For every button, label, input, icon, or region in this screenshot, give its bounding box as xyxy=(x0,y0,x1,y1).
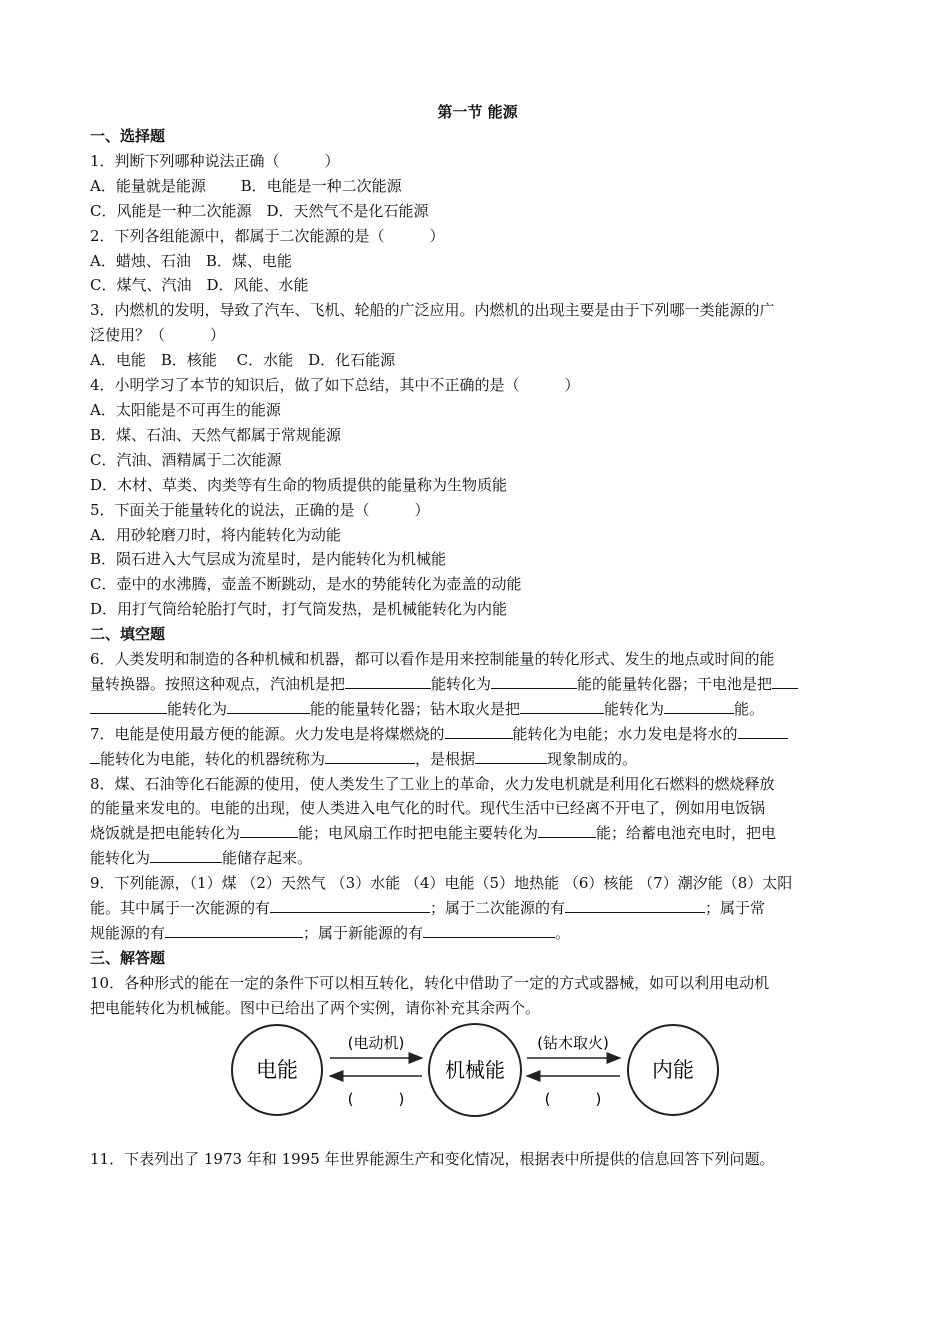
q9-text: ；属于新能源的有 xyxy=(303,924,424,942)
q8-text: 能；给蓄电池充电时，把电 xyxy=(596,824,777,843)
q4-option-a: A．太阳能是不可再生的能源 xyxy=(90,400,281,419)
q2-options-ab: A．蜡烛、石油 B．煤、电能 xyxy=(90,251,292,270)
q9-text: 。 xyxy=(555,924,571,942)
q8-text: 烧饭就是把电能转化为 xyxy=(90,824,241,843)
q9-line1: 9．下列能源，（1）煤 （2）天然气 （3）水能 （4）电能（5）地热能 （6）核能 （7）潮汐能（8）太阳 xyxy=(90,874,793,893)
answer-blank[interactable] xyxy=(538,822,596,838)
q4-option-b: B．煤、石油、天然气都属于常规能源 xyxy=(90,425,342,444)
q6-text: 量转换器。按照这种观点，汽油机是把 xyxy=(90,674,346,693)
answer-blank[interactable] xyxy=(227,698,310,714)
answer-blank[interactable] xyxy=(565,897,705,913)
q2-stem: 2．下列各组能源中，都属于二次能源的是（ ） xyxy=(90,226,445,245)
q6-text: 能的能量转化器；干电池是把 xyxy=(577,674,773,693)
answer-blank[interactable] xyxy=(150,847,222,863)
q3-options: A．电能 B．核能 C．水能 D．化石能源 xyxy=(90,351,396,370)
q9-line2 xyxy=(90,896,865,921)
answer-blank[interactable] xyxy=(240,822,298,838)
q3-stem-line2: 泛使用？（ ） xyxy=(90,326,226,345)
q4-stem: 4．小明学习了本节的知识后，做了如下总结，其中不正确的是（ ） xyxy=(90,376,580,395)
answer-blank[interactable] xyxy=(664,698,734,714)
answer-blank[interactable] xyxy=(325,748,415,764)
q4-option-d: D．木材、草类、肉类等有生命的物质提供的能量称为生物质能 xyxy=(90,475,508,494)
label-blank-left[interactable]: ( ) xyxy=(347,1090,405,1108)
label-drill-fire: (钻木取火) xyxy=(537,1034,609,1052)
answer-blank[interactable] xyxy=(738,723,788,739)
q9-text: ；属于二次能源的有 xyxy=(430,899,566,918)
q9-text: ；属于常 xyxy=(705,899,766,918)
answer-blank[interactable] xyxy=(90,748,100,764)
section-choice-heading: 一、选择题 xyxy=(90,127,166,145)
answer-blank[interactable] xyxy=(445,723,513,739)
section-answer-heading: 三、解答题 xyxy=(90,948,166,967)
answer-blank[interactable] xyxy=(491,673,577,689)
q5-option-b: B．陨石进入大气层成为流星时，是内能转化为机械能 xyxy=(90,550,447,569)
worksheet xyxy=(90,100,865,1021)
q9-line3 xyxy=(90,921,865,946)
q8-line4 xyxy=(90,846,865,871)
q11-stem: 11．下表列出了 1973 年和 1995 年世界能源生产和变化情况，根据表中所提供的信息回答下列问题。 xyxy=(90,1150,775,1168)
q6-text: 能转化为 xyxy=(167,699,228,718)
answer-blank[interactable] xyxy=(165,922,303,938)
q8-text: 能；电风扇工作时把电能主要转化为 xyxy=(298,824,539,843)
q3-stem-line1: 3．内燃机的发明，导致了汽车、飞机、轮船的广泛应用。内燃机的出现主要是由于下列哪一类能源的广 xyxy=(90,301,775,320)
q7-line2 xyxy=(90,747,865,772)
q6-text: 能。 xyxy=(734,699,765,718)
q7-line1 xyxy=(90,722,865,747)
q6-text: 能转化为 xyxy=(604,699,665,718)
node-mid-label: 机械能 xyxy=(445,1058,505,1082)
q9-text: 规能源的有 xyxy=(90,924,166,942)
q1-options-cd: C．风能是一种二次能源 D．天然气不是化石能源 xyxy=(90,201,429,220)
label-blank-right[interactable]: ( ) xyxy=(544,1090,602,1108)
q5-option-c: C．壶中的水沸腾，壶盖不断跳动，是水的势能转化为壶盖的动能 xyxy=(90,575,522,594)
q7-text: 能转化为电能；水力发电是将水的 xyxy=(512,724,738,743)
q6-line3 xyxy=(90,697,865,722)
q1-options-ab: A．能量就是能源 B．电能是一种二次能源 xyxy=(90,176,402,195)
q6-text: 能转化为 xyxy=(431,674,492,693)
q7-text: 7．电能是使用最方便的能源。火力发电是将煤燃烧的 xyxy=(90,724,445,743)
q4-option-c: C．汽油、酒精属于二次能源 xyxy=(90,450,282,469)
q7-text: 现象制成的。 xyxy=(547,749,638,768)
q8-text: 能储存起来。 xyxy=(222,849,313,868)
q7-text: 能转化为电能，转化的机器统称为 xyxy=(100,749,326,768)
answer-blank[interactable] xyxy=(772,673,798,689)
q6-line2 xyxy=(90,672,865,697)
q10-line2: 把电能转化为机械能。图中已给出了两个实例，请你补充其余两个。 xyxy=(90,998,541,1017)
node-left-label: 电能 xyxy=(256,1058,298,1082)
q5-option-a: A．用砂轮磨刀时，将内能转化为动能 xyxy=(90,525,341,544)
answer-blank[interactable] xyxy=(90,698,167,714)
q10-line1: 10．各种形式的能在一定的条件下可以相互转化，转化中借助了一定的方式或器械，如可以利用电动机 xyxy=(90,973,770,992)
answer-blank[interactable] xyxy=(423,922,555,938)
q6-text: 能的能量转化器；钻木取火是把 xyxy=(310,699,521,718)
q8-text: 能转化为 xyxy=(90,849,151,868)
label-motor: (电动机) xyxy=(347,1034,405,1052)
answer-blank[interactable] xyxy=(270,897,430,913)
q8-line1: 8．煤、石油等化石能源的使用，使人类发生了工业上的革命，火力发电机就是利用化石燃料的燃烧释放 xyxy=(90,774,775,793)
q8-line3 xyxy=(90,821,865,846)
q5-stem: 5．下面关于能量转化的说法，正确的是（ ） xyxy=(90,500,430,519)
answer-blank[interactable] xyxy=(520,698,604,714)
q9-text: 能。其中属于一次能源的有 xyxy=(90,899,271,918)
q8-line2: 的能量来发电的。电能的出现，使人类进入电气化的时代。现代生活中已经离不开电了，例如用电饭锅 xyxy=(90,799,766,818)
q2-options-cd: C．煤气、汽油 D．风能、水能 xyxy=(90,276,309,295)
section-fill-heading: 二、填空题 xyxy=(90,625,166,644)
q5-option-d: D．用打气筒给轮胎打气时，打气筒发热，是机械能转化为内能 xyxy=(90,600,508,619)
node-right-label: 内能 xyxy=(652,1058,694,1082)
page-title: 第一节 能源 xyxy=(437,103,518,121)
answer-blank[interactable] xyxy=(345,673,431,689)
q6-line1: 6．人类发明和制造的各种机械和机器，都可以看作是用来控制能量的转化形式、发生的地点或时间的能 xyxy=(90,650,775,669)
q7-text: ，是根据 xyxy=(415,749,476,768)
energy-conversion-diagram xyxy=(230,1020,720,1125)
answer-blank[interactable] xyxy=(475,748,547,764)
q1-stem: 1．判断下列哪种说法正确（ ） xyxy=(90,151,340,170)
